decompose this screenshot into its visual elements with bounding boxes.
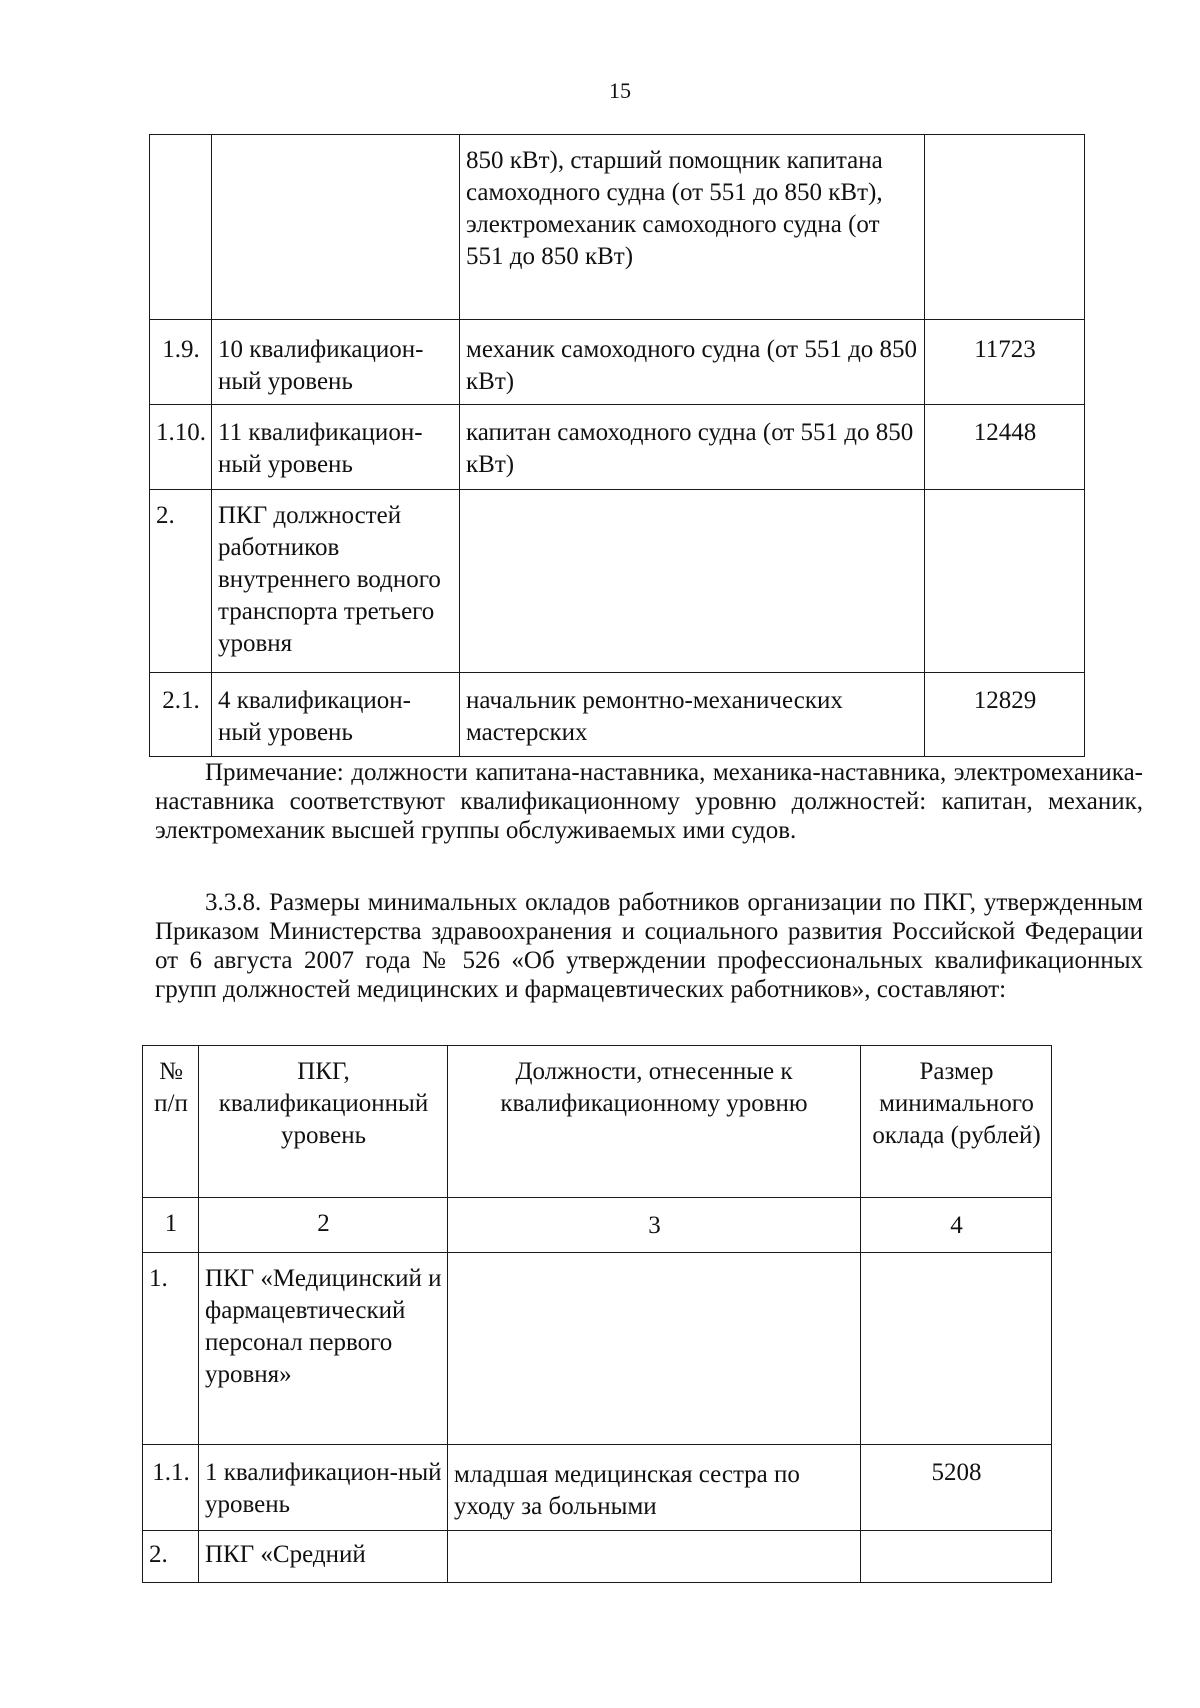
salary	[861, 1531, 1052, 1583]
section-text: 3.3.8. Размеры минимальных окладов работников организации по ПКГ, утвержденным Приказом Министерства здравоохранения и социального развития Российской Федерации от 6 августа 2007 года № 526 «Об утверждении профессиональных квалификационных групп должностей медицинских и фармацевтических работников», составляют:	[155, 889, 1143, 1003]
qualification-level: ПКГ «Медицинский и фармацевтический персонал первого уровня»	[199, 1253, 448, 1445]
table-row	[150, 490, 1085, 673]
header-positions: Должности, отнесенные к квалификационному уровню	[448, 1046, 861, 1198]
salary: 11723	[925, 320, 1085, 405]
qualification-level: 1 квалификацион-ный уровень	[199, 1445, 448, 1531]
row-number	[150, 135, 212, 320]
salary	[925, 490, 1085, 673]
positions	[448, 1253, 861, 1445]
col-number: 1	[143, 1198, 199, 1253]
qualification-level: 11 квалификацион-ный уровень	[212, 405, 460, 490]
salary: 12829	[925, 673, 1085, 757]
header-level: ПКГ, квалификационный уровень	[199, 1046, 448, 1198]
salary	[925, 135, 1085, 320]
table-row	[150, 320, 1085, 405]
salary: 12448	[925, 405, 1085, 490]
positions: капитан самоходного судна (от 551 до 850 кВт)	[460, 405, 925, 490]
note-text: Примечание: должности капитана-наставника, механика-наставника, электромеханика-наставника соответствуют квалификационному уровню должностей: капитан, механик, электромеханик высшей группы обслуживаемых ими судов.	[155, 759, 1143, 844]
positions: 850 кВт), старший помощник капитана самоходного судна (от 551 до 850 кВт), электромеханик самоходного судна (от 551 до 850 кВт)	[460, 135, 925, 320]
salary	[861, 1253, 1052, 1445]
table-header-row	[143, 1046, 1052, 1198]
qualification-level: 10 квалификацион-ный уровень	[212, 320, 460, 405]
qualification-level: ПКГ должностей работников внутреннего водного транспорта третьего уровня	[212, 490, 460, 673]
salary: 5208	[861, 1445, 1052, 1531]
section-3-3-8-paragraph	[155, 888, 1143, 1004]
table-row	[150, 673, 1085, 757]
table-row	[143, 1253, 1052, 1445]
qualification-level	[212, 135, 460, 320]
col-number: 4	[861, 1198, 1052, 1253]
note-paragraph	[155, 758, 1143, 845]
col-number: 3	[448, 1198, 861, 1253]
row-number: 2.	[150, 490, 212, 673]
header-num: № п/п	[143, 1046, 199, 1198]
table-row	[150, 405, 1085, 490]
col-number: 2	[199, 1198, 448, 1253]
table-row	[143, 1531, 1052, 1583]
row-number: 1.	[143, 1253, 199, 1445]
row-number: 1.1.	[143, 1445, 199, 1531]
positions: младшая медицинская сестра по уходу за больными	[448, 1445, 861, 1531]
salary-table-water-transport	[149, 134, 1085, 757]
header-salary: Размер минимального оклада (рублей)	[861, 1046, 1052, 1198]
table-row	[150, 135, 1085, 320]
positions: механик самоходного судна (от 551 до 850 кВт)	[460, 320, 925, 405]
column-numbers-row	[143, 1198, 1052, 1253]
page-number: 15	[609, 78, 631, 103]
positions: начальник ремонтно-механических мастерских	[460, 673, 925, 757]
qualification-level: ПКГ «Средний	[199, 1531, 448, 1583]
row-number: 2.1.	[150, 673, 212, 757]
salary-table-medical	[142, 1045, 1052, 1583]
row-number: 2.	[143, 1531, 199, 1583]
row-number: 1.10.	[150, 405, 212, 490]
row-number: 1.9.	[150, 320, 212, 405]
positions	[460, 490, 925, 673]
positions	[448, 1531, 861, 1583]
table-row	[143, 1445, 1052, 1531]
qualification-level: 4 квалификацион-ный уровень	[212, 673, 460, 757]
